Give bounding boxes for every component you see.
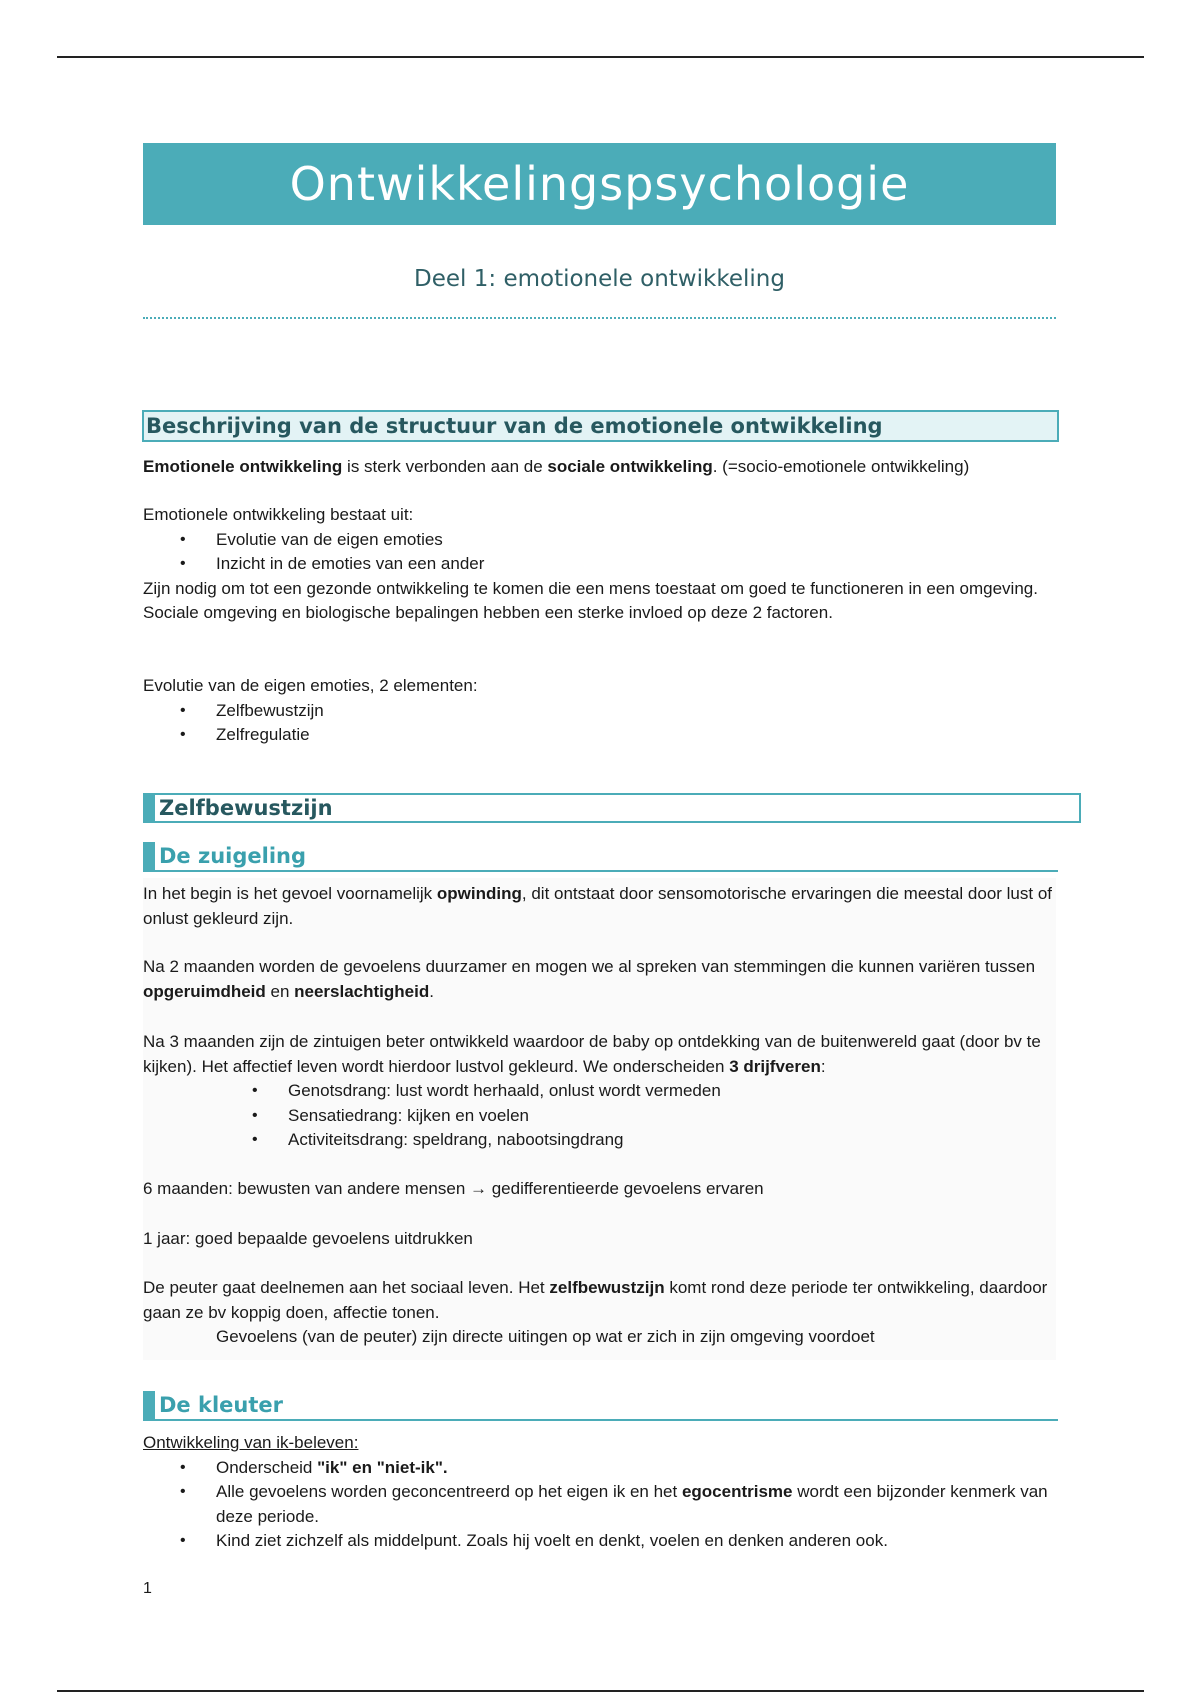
list-item: [143, 1480, 1056, 1529]
bold-term: zelfbewustzijn: [549, 1278, 665, 1297]
one-year-text: 1 jaar: goed bepaalde gevoelens uitdrukken: [143, 1229, 473, 1248]
text: Na 2 maanden worden de gevoelens duurzamer en mogen we al spreken van stemmingen die kunnen variëren tussen: [143, 957, 1036, 976]
peuter-indent: Gevoelens (van de peuter) zijn directe uitingen op wat er zich in zijn omgeving voordoet: [216, 1327, 875, 1346]
text: .: [429, 981, 434, 1001]
kleuter-subheading: Ontwikkeling van ik-beleven:: [143, 1433, 359, 1452]
subtitle-divider: [143, 317, 1056, 319]
text: :: [820, 1056, 826, 1076]
drives-list: [143, 1079, 1056, 1153]
consists-list: [143, 528, 1056, 577]
document-title: Ontwikkelingspsychologie: [143, 143, 1056, 225]
consists-intro: Emotionele ontwikkeling bestaat uit:: [143, 505, 414, 524]
text: De peuter gaat deelnemen aan het sociaal leven. Het: [143, 1278, 550, 1297]
text: komt rond deze periode ter ontwikkeling, daardoor gaan ze bv koppig doen, affectie tonen.: [143, 1278, 1048, 1322]
bold-term: opgeruimdheid: [143, 981, 266, 1001]
kleuter-list: [143, 1456, 1056, 1554]
paragraph-consists: [143, 503, 1056, 626]
paragraph-zuigeling-2: [143, 955, 1056, 1004]
bold-term: sociale ontwikkeling: [547, 457, 713, 476]
text: wordt een bijzonder kenmerk van deze periode.: [216, 1482, 1048, 1526]
list-item: • Kind ziet zichzelf als middelpunt. Zoals hij voelt en denkt, voelen en denken anderen ook.: [143, 1529, 1056, 1554]
paragraph-peuter: [143, 1276, 1056, 1350]
paragraph-zuigeling-3: [143, 1030, 1056, 1153]
bold-term: Emotionele ontwikkeling: [143, 457, 343, 476]
list-item: • Inzicht in de emoties van een ander: [143, 552, 1056, 577]
list-item: • Evolutie van de eigen emoties: [143, 528, 1056, 553]
section-heading-zelfbewustzijn: Zelfbewustzijn: [143, 793, 1081, 823]
paragraph-kleuter: [143, 1431, 1056, 1554]
list-item: [143, 1456, 1056, 1481]
header-rule: [57, 56, 1144, 58]
paragraph-zuigeling-1: [143, 882, 1056, 931]
subheading-zuigeling: De zuigeling: [143, 842, 1058, 872]
influence-text: Sociale omgeving en biologische bepalingen hebben een sterke invloed op deze 2 factoren.: [143, 603, 833, 622]
bold-term: egocentrisme: [681, 1482, 793, 1501]
list-item: • Zelfregulatie: [143, 723, 1056, 748]
text: Alle gevoelens worden geconcentreerd op het eigen ik en het: [216, 1482, 682, 1501]
needed-text: Zijn nodig om tot een gezonde ontwikkeling te komen die een mens toestaat om goed te functioneren in een omgeving.: [143, 578, 1038, 598]
text: . (=socio-emotionele ontwikkeling): [712, 457, 970, 476]
footer-rule: [57, 1690, 1144, 1692]
text: Onderscheid: [216, 1457, 318, 1477]
list-item: • Genotsdrang: lust wordt herhaald, onlust wordt vermeden: [143, 1079, 1056, 1104]
bold-term: "ik" en "niet-ik".: [317, 1457, 448, 1477]
list-item: • Zelfbewustzijn: [143, 699, 1056, 724]
subheading-kleuter: De kleuter: [143, 1391, 1058, 1421]
paragraph-intro: [143, 455, 1056, 480]
list-item: • Activiteitsdrang: speldrang, nabootsingdrang: [143, 1128, 1056, 1153]
bold-term: 3 drijfveren: [729, 1056, 821, 1076]
bold-term: neerslachtigheid: [294, 981, 430, 1001]
document-subtitle: Deel 1: emotionele ontwikkeling: [414, 266, 785, 292]
text: is sterk verbonden aan de: [342, 457, 548, 476]
text: , dit ontstaat door sensomotorische ervaringen die meestal door lust of onlust gekleurd zijn.: [143, 884, 1053, 928]
section-heading-structure: Beschrijving van de structuur van de emotionele ontwikkeling: [142, 410, 1059, 442]
bold-term: opwinding: [436, 884, 522, 903]
text: In het begin is het gevoel voornamelijk: [143, 884, 437, 903]
text: Na 3 maanden zijn de zintuigen beter ontwikkeld waardoor de baby op ontdekking van de buitenwereld gaat (door bv te kijken). Het affectief leven wordt hierdoor lustvol gekleurd. We onderscheiden: [143, 1032, 1041, 1076]
page-number: 1: [143, 1580, 152, 1597]
paragraph-evolution: [143, 674, 1056, 748]
six-months-text: 6 maanden: bewusten van andere mensen → gedifferentieerde gevoelens ervaren: [143, 1179, 764, 1198]
list-item: • Sensatiedrang: kijken en voelen: [143, 1104, 1056, 1129]
evolution-intro: Evolutie van de eigen emoties, 2 elementen:: [143, 676, 478, 695]
evolution-list: [143, 699, 1056, 748]
text: en: [265, 981, 295, 1001]
